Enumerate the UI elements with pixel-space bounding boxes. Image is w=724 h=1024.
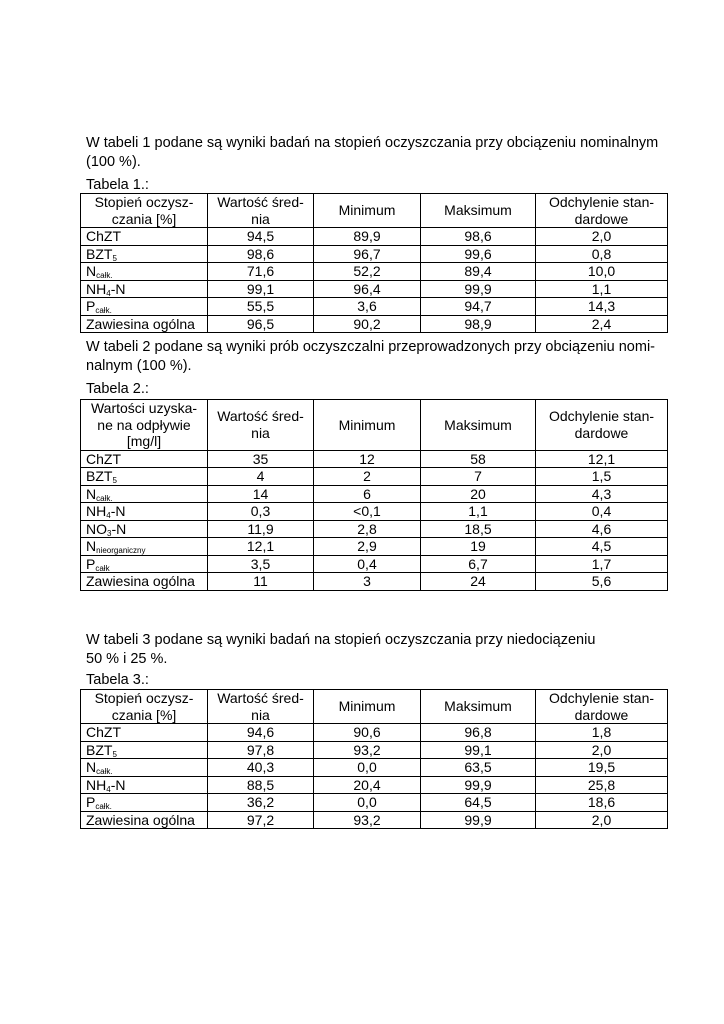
table-cell: <0,1 [314,503,421,521]
table-row [81,759,668,777]
table-cell: 36,2 [208,794,314,812]
table-cell: 11 [208,573,314,591]
column-header: Minimum [314,400,421,451]
table-cell: 98,6 [208,245,314,263]
column-header: Wartość śred- nia [208,194,314,228]
paragraph-table1-intro [86,134,676,172]
table-row [81,450,668,468]
table-cell: 2,0 [536,741,668,759]
column-header: Maksimum [421,194,536,228]
table-row [81,538,668,556]
table-row [81,228,668,246]
table3 [80,689,668,829]
table-cell: 11,9 [208,520,314,538]
table-cell: 89,4 [421,263,536,281]
column-header: Maksimum [421,690,536,724]
row-label: $BZT_5$ [81,468,208,486]
table-cell: 12,1 [208,538,314,556]
table-cell: 0,4 [536,503,668,521]
column-header: Odchylenie stan- dardowe [536,690,668,724]
table-cell: 24 [421,573,536,591]
table-cell: 2,0 [536,811,668,829]
table-cell: 18,5 [421,520,536,538]
table-header-row [81,690,668,724]
table-row [81,503,668,521]
table-cell: 12 [314,450,421,468]
table-cell: 96,7 [314,245,421,263]
table-cell: 0,4 [314,555,421,573]
table-cell: 99,6 [421,245,536,263]
table-cell: 12,1 [536,450,668,468]
table-cell: 58 [421,450,536,468]
table-cell: 2,0 [536,228,668,246]
row-label: $N_{całk.}$ [81,759,208,777]
table-row [81,573,668,591]
paragraph-table3-intro [86,631,676,669]
table-cell: 3 [314,573,421,591]
table-cell: 5,6 [536,573,668,591]
paragraph-line: W tabeli 2 podane są wyniki prób oczyszczalni przeprowadzonych przy obciązeniu nomi- [86,339,655,355]
table-cell: 99,9 [421,811,536,829]
column-header: Minimum [314,194,421,228]
table-cell: 10,0 [536,263,668,281]
table-cell: 96,4 [314,280,421,298]
row-label: ChZT [81,724,208,742]
row-label: $NO_3-N$ [81,520,208,538]
table-cell: 90,2 [314,315,421,333]
table-row [81,555,668,573]
row-label: $BZT_5$ [81,245,208,263]
table-cell: 40,3 [208,759,314,777]
table-cell: 88,5 [208,776,314,794]
table-cell: 3,5 [208,555,314,573]
row-label: $BZT_5$ [81,741,208,759]
paragraph-line: 50 % i 25 %. [86,651,168,667]
table-cell: 89,9 [314,228,421,246]
table-cell: 99,1 [208,280,314,298]
column-header: Odchylenie stan- dardowe [536,400,668,451]
row-label: $NH_4-N$ [81,503,208,521]
paragraph-line: W tabeli 1 podane są wyniki badań na stopień oczyszczania przy obciązeniu nominalnym [86,135,659,151]
column-header: Minimum [314,690,421,724]
row-label: $P_{całk.}$ [81,794,208,812]
table-cell: 20,4 [314,776,421,794]
row-label: $N_{nieorganiczny}$ [81,538,208,556]
table-cell: 4 [208,468,314,486]
table-cell: 6,7 [421,555,536,573]
table-cell: 98,6 [421,228,536,246]
table-cell: 94,5 [208,228,314,246]
table2-caption: Tabela 2.: [86,381,149,397]
row-label: $N_{całk.}$ [81,485,208,503]
table3-caption: Tabela 3.: [86,672,149,688]
table-cell: 1,5 [536,468,668,486]
table-cell: 7 [421,468,536,486]
table-cell: 55,5 [208,298,314,316]
row-label: $P_{całk.}$ [81,298,208,316]
table-cell: 97,8 [208,741,314,759]
table-cell: 97,2 [208,811,314,829]
table-cell: 0,0 [314,794,421,812]
table-cell: 1,7 [536,555,668,573]
table-cell: 18,6 [536,794,668,812]
row-label: Zawiesina ogólna [81,811,208,829]
table-cell: 98,9 [421,315,536,333]
table2 [80,399,668,591]
table-cell: 4,3 [536,485,668,503]
row-label: $NH_4-N$ [81,280,208,298]
table-cell: 3,6 [314,298,421,316]
table-cell: 64,5 [421,794,536,812]
row-label: Zawiesina ogólna [81,315,208,333]
column-header: Maksimum [421,400,536,451]
table1 [80,193,668,333]
table-cell: 19 [421,538,536,556]
table-cell: 2 [314,468,421,486]
table-cell: 99,9 [421,776,536,794]
table-cell: 1,1 [421,503,536,521]
table-cell: 35 [208,450,314,468]
table-row [81,520,668,538]
column-header: Wartości uzyska- ne na odpływie [mg/l] [81,400,208,451]
row-label: ChZT [81,450,208,468]
table-header-row [81,400,668,451]
table-cell: 4,5 [536,538,668,556]
table-cell: 1,1 [536,280,668,298]
table-cell: 52,2 [314,263,421,281]
table-cell: 0,0 [314,759,421,777]
table-row [81,245,668,263]
table-cell: 99,9 [421,280,536,298]
table-cell: 2,9 [314,538,421,556]
table-cell: 0,3 [208,503,314,521]
paragraph-table2-intro [86,338,676,376]
column-header: Wartość śred- nia [208,690,314,724]
row-label: $NH_4-N$ [81,776,208,794]
paragraph-line: nalnym (100 %). [86,358,192,374]
table-cell: 14,3 [536,298,668,316]
table-cell: 94,6 [208,724,314,742]
table-row [81,485,668,503]
table-row [81,298,668,316]
row-label: ChZT [81,228,208,246]
table-cell: 0,8 [536,245,668,263]
table-row [81,315,668,333]
table-row [81,741,668,759]
table-row [81,811,668,829]
table-row [81,776,668,794]
table-cell: 4,6 [536,520,668,538]
table-row [81,724,668,742]
row-label: Zawiesina ogólna [81,573,208,591]
column-header: Wartość śred- nia [208,400,314,451]
column-header: Stopień oczysz- czania [%] [81,690,208,724]
table-cell: 93,2 [314,811,421,829]
table-header-row [81,194,668,228]
row-label: $N_{całk.}$ [81,263,208,281]
table-cell: 6 [314,485,421,503]
table-cell: 71,6 [208,263,314,281]
table-cell: 19,5 [536,759,668,777]
table-row [81,263,668,281]
paragraph-line: W tabeli 3 podane są wyniki badań na stopień oczyszczania przy niedociązeniu [86,632,596,648]
table-cell: 20 [421,485,536,503]
table-cell: 96,5 [208,315,314,333]
paragraph-line: (100 %). [86,154,141,170]
table-cell: 2,8 [314,520,421,538]
table-cell: 1,8 [536,724,668,742]
table-cell: 93,2 [314,741,421,759]
table-cell: 90,6 [314,724,421,742]
table1-caption: Tabela 1.: [86,177,149,193]
table-cell: 2,4 [536,315,668,333]
table-cell: 96,8 [421,724,536,742]
table-cell: 14 [208,485,314,503]
row-label: $P_{całk}$ [81,555,208,573]
table-cell: 94,7 [421,298,536,316]
table-row [81,468,668,486]
table-row [81,280,668,298]
column-header: Stopień oczysz- czania [%] [81,194,208,228]
table-cell: 25,8 [536,776,668,794]
table-cell: 99,1 [421,741,536,759]
column-header: Odchylenie stan- dardowe [536,194,668,228]
table-row [81,794,668,812]
table-cell: 63,5 [421,759,536,777]
